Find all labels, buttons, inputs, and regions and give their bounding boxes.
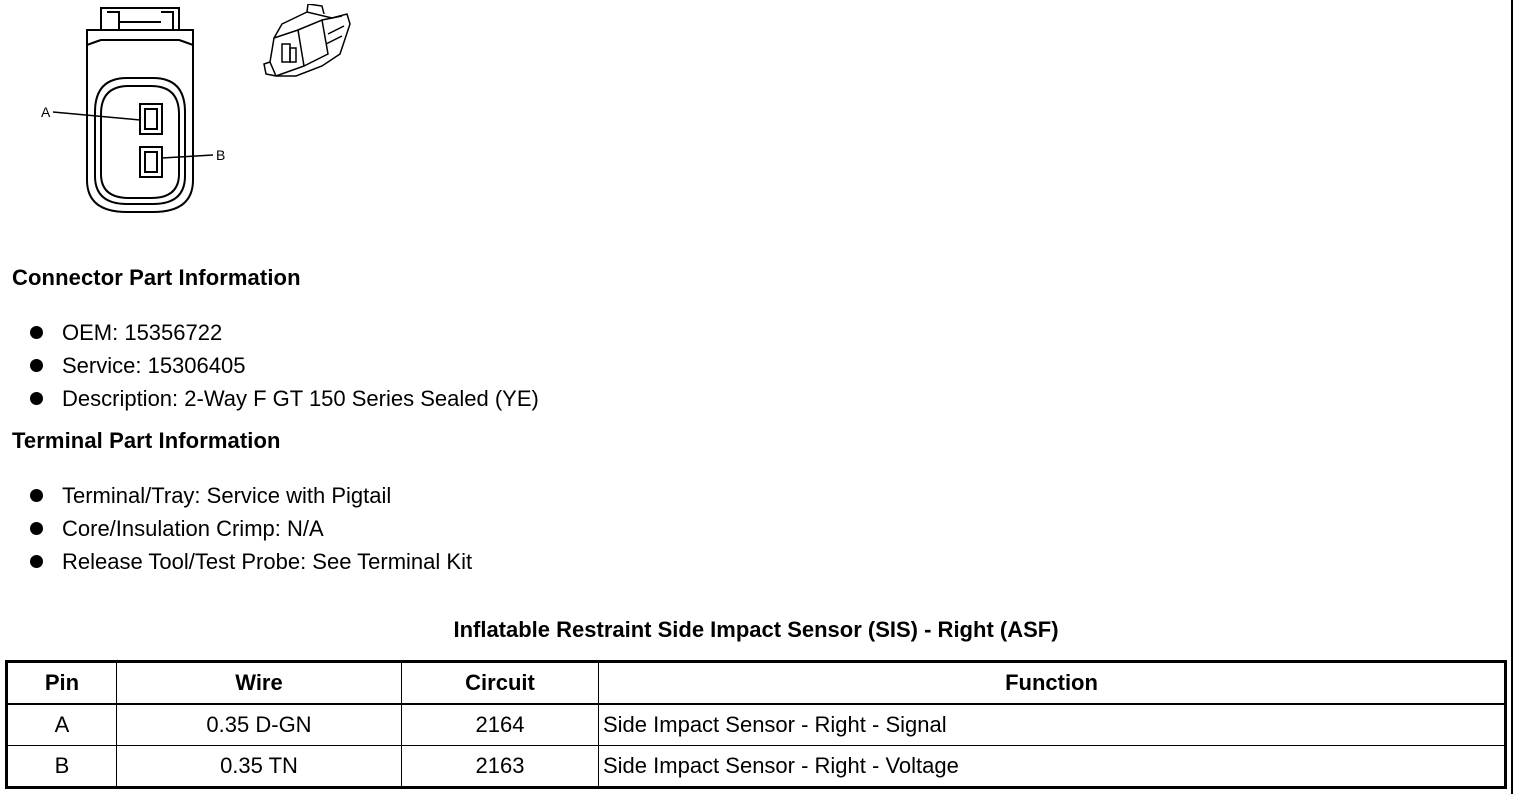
terminal-info-list: [30, 479, 472, 578]
header-circuit: Circuit: [402, 662, 599, 705]
bullet-icon: [30, 359, 43, 372]
table-row: [7, 746, 1506, 788]
pin-table-caption: Inflatable Restraint Side Impact Sensor (SIS) - Right (ASF): [453, 617, 1059, 642]
list-item: Description: 2-Way F GT 150 Series Sealed (YE): [30, 382, 539, 415]
terminal-info-heading: Terminal Part Information: [12, 428, 281, 453]
connector-info-list: [30, 316, 539, 415]
list-item: Release Tool/Test Probe: See Terminal Kit: [30, 545, 472, 578]
bullet-icon: [30, 392, 43, 405]
bullet-icon: [30, 522, 43, 535]
connector-face-diagram: [35, 0, 235, 220]
cell-wire: 0.35 TN: [117, 746, 402, 788]
bullet-icon: [30, 555, 43, 568]
table-header-row: [7, 662, 1506, 705]
pin-b-label: B: [216, 147, 226, 163]
cell-function: Side Impact Sensor - Right - Voltage: [599, 746, 1506, 788]
cell-pin: B: [7, 746, 117, 788]
list-item: Terminal/Tray: Service with Pigtail: [30, 479, 472, 512]
bullet-icon: [30, 489, 43, 502]
list-item: Service: 15306405: [30, 349, 539, 382]
connector-info-heading: Connector Part Information: [12, 265, 301, 290]
connector-isometric-diagram: [262, 4, 357, 89]
pin-a-label: A: [41, 104, 51, 120]
pin-table: [5, 660, 1507, 789]
table-row: [7, 704, 1506, 746]
cell-circuit: 2164: [402, 704, 599, 746]
header-function: Function: [599, 662, 1506, 705]
page-border-right: [1511, 0, 1513, 794]
cell-pin: A: [7, 704, 117, 746]
bullet-icon: [30, 326, 43, 339]
list-item: OEM: 15356722: [30, 316, 539, 349]
cell-function: Side Impact Sensor - Right - Signal: [599, 704, 1506, 746]
header-pin: Pin: [7, 662, 117, 705]
header-wire: Wire: [117, 662, 402, 705]
list-item: Core/Insulation Crimp: N/A: [30, 512, 472, 545]
cell-wire: 0.35 D-GN: [117, 704, 402, 746]
cell-circuit: 2163: [402, 746, 599, 788]
